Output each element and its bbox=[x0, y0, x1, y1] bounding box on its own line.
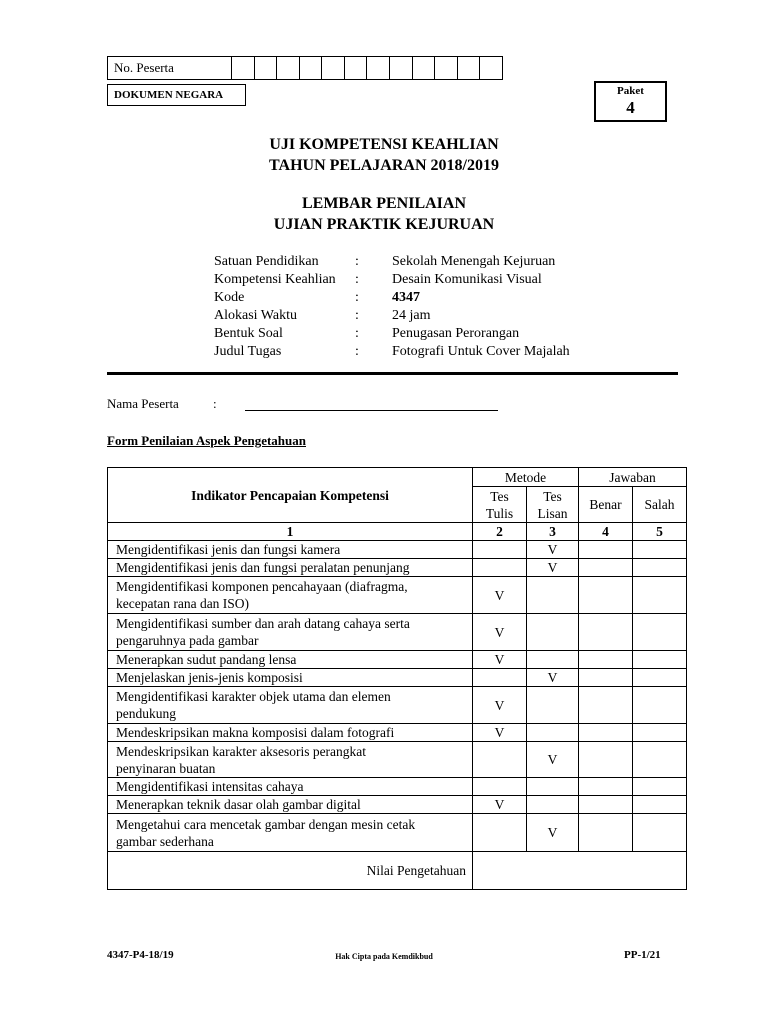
salah-cell[interactable] bbox=[633, 687, 687, 724]
dokumen-negara-label: DOKUMEN NEGARA bbox=[107, 84, 246, 106]
salah-cell[interactable] bbox=[633, 778, 687, 796]
nilai-pengetahuan-field[interactable] bbox=[473, 852, 687, 890]
indicator-cell bbox=[108, 577, 473, 614]
table-row bbox=[108, 742, 687, 778]
salah-cell[interactable] bbox=[633, 814, 687, 852]
indicator-cell bbox=[108, 778, 473, 796]
info-value: 24 jam bbox=[392, 308, 431, 323]
tes-lisan-cell[interactable] bbox=[527, 796, 579, 814]
indicator-cell bbox=[108, 669, 473, 687]
info-value: Sekolah Menengah Kejuruan bbox=[392, 254, 556, 269]
tes-tulis-cell[interactable]: V bbox=[473, 687, 527, 724]
column-number: 3 bbox=[527, 523, 579, 541]
tes-lisan-cell[interactable]: V bbox=[527, 669, 579, 687]
salah-cell[interactable] bbox=[633, 577, 687, 614]
table-row bbox=[108, 577, 687, 614]
paket-box bbox=[594, 81, 667, 122]
indicator-cell bbox=[108, 742, 473, 778]
paket-label: Paket bbox=[617, 85, 644, 97]
indicator-text: pendukung bbox=[116, 706, 176, 721]
benar-cell[interactable] bbox=[579, 651, 633, 669]
tes-tulis-cell[interactable]: V bbox=[473, 724, 527, 742]
salah-cell[interactable] bbox=[633, 742, 687, 778]
tes-lisan-cell[interactable] bbox=[527, 687, 579, 724]
tes-lisan-line-2: Lisan bbox=[537, 505, 568, 521]
info-value: Penugasan Perorangan bbox=[392, 326, 520, 341]
footer-page: PP-1/21 bbox=[624, 949, 661, 961]
benar-cell[interactable] bbox=[579, 614, 633, 651]
table-row bbox=[108, 559, 687, 577]
tes-lisan-cell[interactable] bbox=[527, 651, 579, 669]
indicator-text: Menjelaskan jenis-jenis komposisi bbox=[116, 670, 303, 685]
info-label: Satuan Pendidikan bbox=[214, 254, 319, 269]
info-label: Kode bbox=[214, 290, 245, 305]
tes-lisan-line-1: Tes bbox=[543, 488, 562, 504]
no-peserta-cell[interactable] bbox=[480, 57, 502, 79]
nama-peserta-label: Nama Peserta bbox=[107, 396, 179, 411]
no-peserta-cell[interactable] bbox=[345, 57, 368, 79]
benar-cell[interactable] bbox=[579, 724, 633, 742]
title-line-3: LEMBAR PENILAIAN bbox=[301, 195, 466, 212]
benar-cell[interactable] bbox=[579, 577, 633, 614]
no-peserta-cell[interactable] bbox=[255, 57, 278, 79]
assessment-table bbox=[107, 467, 687, 890]
indicator-cell bbox=[108, 614, 473, 651]
indicator-text: Mendeskripsikan makna komposisi dalam fotografi bbox=[116, 725, 395, 740]
column-number: 4 bbox=[579, 523, 633, 541]
salah-cell[interactable] bbox=[633, 651, 687, 669]
info-value: Fotografi Untuk Cover Majalah bbox=[392, 344, 570, 359]
tes-tulis-header bbox=[473, 487, 527, 523]
info-value: 4347 bbox=[392, 290, 420, 305]
info-colon: : bbox=[355, 344, 359, 359]
tes-tulis-cell[interactable] bbox=[473, 742, 527, 778]
nilai-row bbox=[108, 852, 687, 890]
no-peserta-cell[interactable] bbox=[232, 57, 255, 79]
column-number: 5 bbox=[633, 523, 687, 541]
table-row bbox=[108, 814, 687, 852]
salah-cell[interactable] bbox=[633, 541, 687, 559]
info-label: Bentuk Soal bbox=[214, 326, 283, 341]
salah-cell[interactable] bbox=[633, 559, 687, 577]
info-label: Judul Tugas bbox=[214, 344, 282, 359]
tes-tulis-cell[interactable] bbox=[473, 669, 527, 687]
salah-cell[interactable] bbox=[633, 669, 687, 687]
tes-tulis-cell[interactable] bbox=[473, 559, 527, 577]
jawaban-header: Jawaban bbox=[579, 468, 687, 487]
tes-lisan-cell[interactable] bbox=[527, 577, 579, 614]
title-line-1: UJI KOMPETENSI KEAHLIAN bbox=[269, 136, 499, 153]
tes-lisan-cell[interactable] bbox=[527, 614, 579, 651]
info-value: Desain Komunikasi Visual bbox=[392, 272, 542, 287]
no-peserta-cell[interactable] bbox=[458, 57, 481, 79]
no-peserta-cell[interactable] bbox=[435, 57, 458, 79]
info-colon: : bbox=[355, 326, 359, 341]
indicator-text: Mengidentifikasi sumber dan arah datang cahaya serta bbox=[116, 616, 410, 631]
indicator-cell bbox=[108, 796, 473, 814]
tes-tulis-cell[interactable]: V bbox=[473, 614, 527, 651]
table-row bbox=[108, 651, 687, 669]
salah-cell[interactable] bbox=[633, 796, 687, 814]
no-peserta-cell[interactable] bbox=[367, 57, 390, 79]
form-title: Form Penilaian Aspek Pengetahuan bbox=[107, 433, 306, 448]
salah-header: Salah bbox=[633, 487, 687, 523]
benar-cell[interactable] bbox=[579, 814, 633, 852]
no-peserta-box bbox=[107, 56, 503, 80]
benar-cell[interactable] bbox=[579, 687, 633, 724]
indicator-text: Mengetahui cara mencetak gambar dengan mesin cetak bbox=[116, 816, 416, 832]
table-row bbox=[108, 541, 687, 559]
info-colon: : bbox=[355, 272, 359, 287]
benar-cell[interactable] bbox=[579, 796, 633, 814]
tes-lisan-cell[interactable]: V bbox=[527, 742, 579, 778]
table-row bbox=[108, 614, 687, 651]
indicator-text: Menerapkan teknik dasar olah gambar digital bbox=[116, 797, 361, 812]
tes-lisan-cell[interactable]: V bbox=[527, 541, 579, 559]
no-peserta-cell[interactable] bbox=[277, 57, 300, 79]
title-line-2: TAHUN PELAJARAN 2018/2019 bbox=[269, 157, 499, 174]
benar-cell[interactable] bbox=[579, 778, 633, 796]
info-label: Kompetensi Keahlian bbox=[214, 272, 336, 287]
no-peserta-cell[interactable] bbox=[322, 57, 345, 79]
benar-cell[interactable] bbox=[579, 669, 633, 687]
tes-lisan-cell[interactable]: V bbox=[527, 814, 579, 852]
benar-cell[interactable] bbox=[579, 559, 633, 577]
benar-cell[interactable] bbox=[579, 742, 633, 778]
no-peserta-cell[interactable] bbox=[300, 57, 323, 79]
tes-tulis-cell[interactable] bbox=[473, 541, 527, 559]
table-row bbox=[108, 669, 687, 687]
indicator-cell bbox=[108, 541, 473, 559]
tes-lisan-cell[interactable] bbox=[527, 724, 579, 742]
title-line-4: UJIAN PRAKTIK KEJURUAN bbox=[273, 216, 495, 233]
indicator-header: Indikator Pencapaian Kompetensi bbox=[108, 468, 473, 523]
salah-cell[interactable] bbox=[633, 614, 687, 651]
info-colon: : bbox=[355, 290, 359, 305]
tes-tulis-cell[interactable] bbox=[473, 778, 527, 796]
column-number: 2 bbox=[473, 523, 527, 541]
no-peserta-cell[interactable] bbox=[413, 57, 436, 79]
tes-tulis-cell[interactable] bbox=[473, 814, 527, 852]
indicator-text: Mendeskripsikan karakter aksesoris perangkat bbox=[116, 743, 367, 759]
table-row bbox=[108, 796, 687, 814]
no-peserta-label: No. Peserta bbox=[108, 57, 232, 79]
tes-lisan-cell[interactable] bbox=[527, 778, 579, 796]
indicator-text: Mengidentifikasi karakter objek utama dan elemen bbox=[116, 689, 391, 704]
indicator-cell bbox=[108, 559, 473, 577]
tes-tulis-cell[interactable]: V bbox=[473, 796, 527, 814]
table-row bbox=[108, 778, 687, 796]
info-colon: : bbox=[355, 254, 359, 269]
benar-cell[interactable] bbox=[579, 541, 633, 559]
nilai-pengetahuan-label: Nilai Pengetahuan bbox=[108, 852, 473, 890]
table-row bbox=[108, 724, 687, 742]
tes-lisan-header bbox=[527, 487, 579, 523]
tes-tulis-cell[interactable]: V bbox=[473, 577, 527, 614]
indicator-text: Mengidentifikasi jenis dan fungsi kamera bbox=[116, 542, 341, 557]
indicator-cell bbox=[108, 724, 473, 742]
column-number: 1 bbox=[108, 523, 473, 541]
tes-lisan-cell[interactable]: V bbox=[527, 559, 579, 577]
nama-peserta-colon: : bbox=[213, 396, 217, 411]
indicator-cell bbox=[108, 687, 473, 724]
paket-number: 4 bbox=[626, 98, 635, 117]
horizontal-rule bbox=[107, 372, 678, 375]
indicator-text: Mengidentifikasi intensitas cahaya bbox=[116, 779, 304, 794]
info-label: Alokasi Waktu bbox=[214, 308, 297, 323]
benar-header: Benar bbox=[579, 487, 633, 523]
table-row bbox=[108, 687, 687, 724]
indicator-text: pengaruhnya pada gambar bbox=[116, 633, 259, 648]
tes-tulis-cell[interactable]: V bbox=[473, 651, 527, 669]
tes-tulis-line-2: Tulis bbox=[485, 505, 514, 521]
metode-header: Metode bbox=[473, 468, 579, 487]
indicator-text: gambar sederhana bbox=[116, 833, 214, 849]
indicator-text: Mengidentifikasi komponen pencahayaan (diafragma, bbox=[116, 579, 408, 594]
info-colon: : bbox=[355, 308, 359, 323]
salah-cell[interactable] bbox=[633, 724, 687, 742]
tes-tulis-line-1: Tes bbox=[490, 488, 509, 504]
footer-code: 4347-P4-18/19 bbox=[107, 949, 174, 961]
indicator-cell bbox=[108, 651, 473, 669]
indicator-cell bbox=[108, 814, 473, 852]
indicator-text: kecepatan rana dan ISO) bbox=[116, 596, 250, 611]
indicator-text: Menerapkan sudut pandang lensa bbox=[116, 652, 297, 667]
indicator-text: Mengidentifikasi jenis dan fungsi peralatan penunjang bbox=[116, 560, 410, 575]
footer-copyright: Hak Cipta pada Kemdikbud bbox=[335, 952, 433, 961]
nama-peserta-field[interactable] bbox=[245, 410, 498, 411]
no-peserta-cell[interactable] bbox=[390, 57, 413, 79]
indicator-text: penyinaran buatan bbox=[116, 760, 216, 776]
